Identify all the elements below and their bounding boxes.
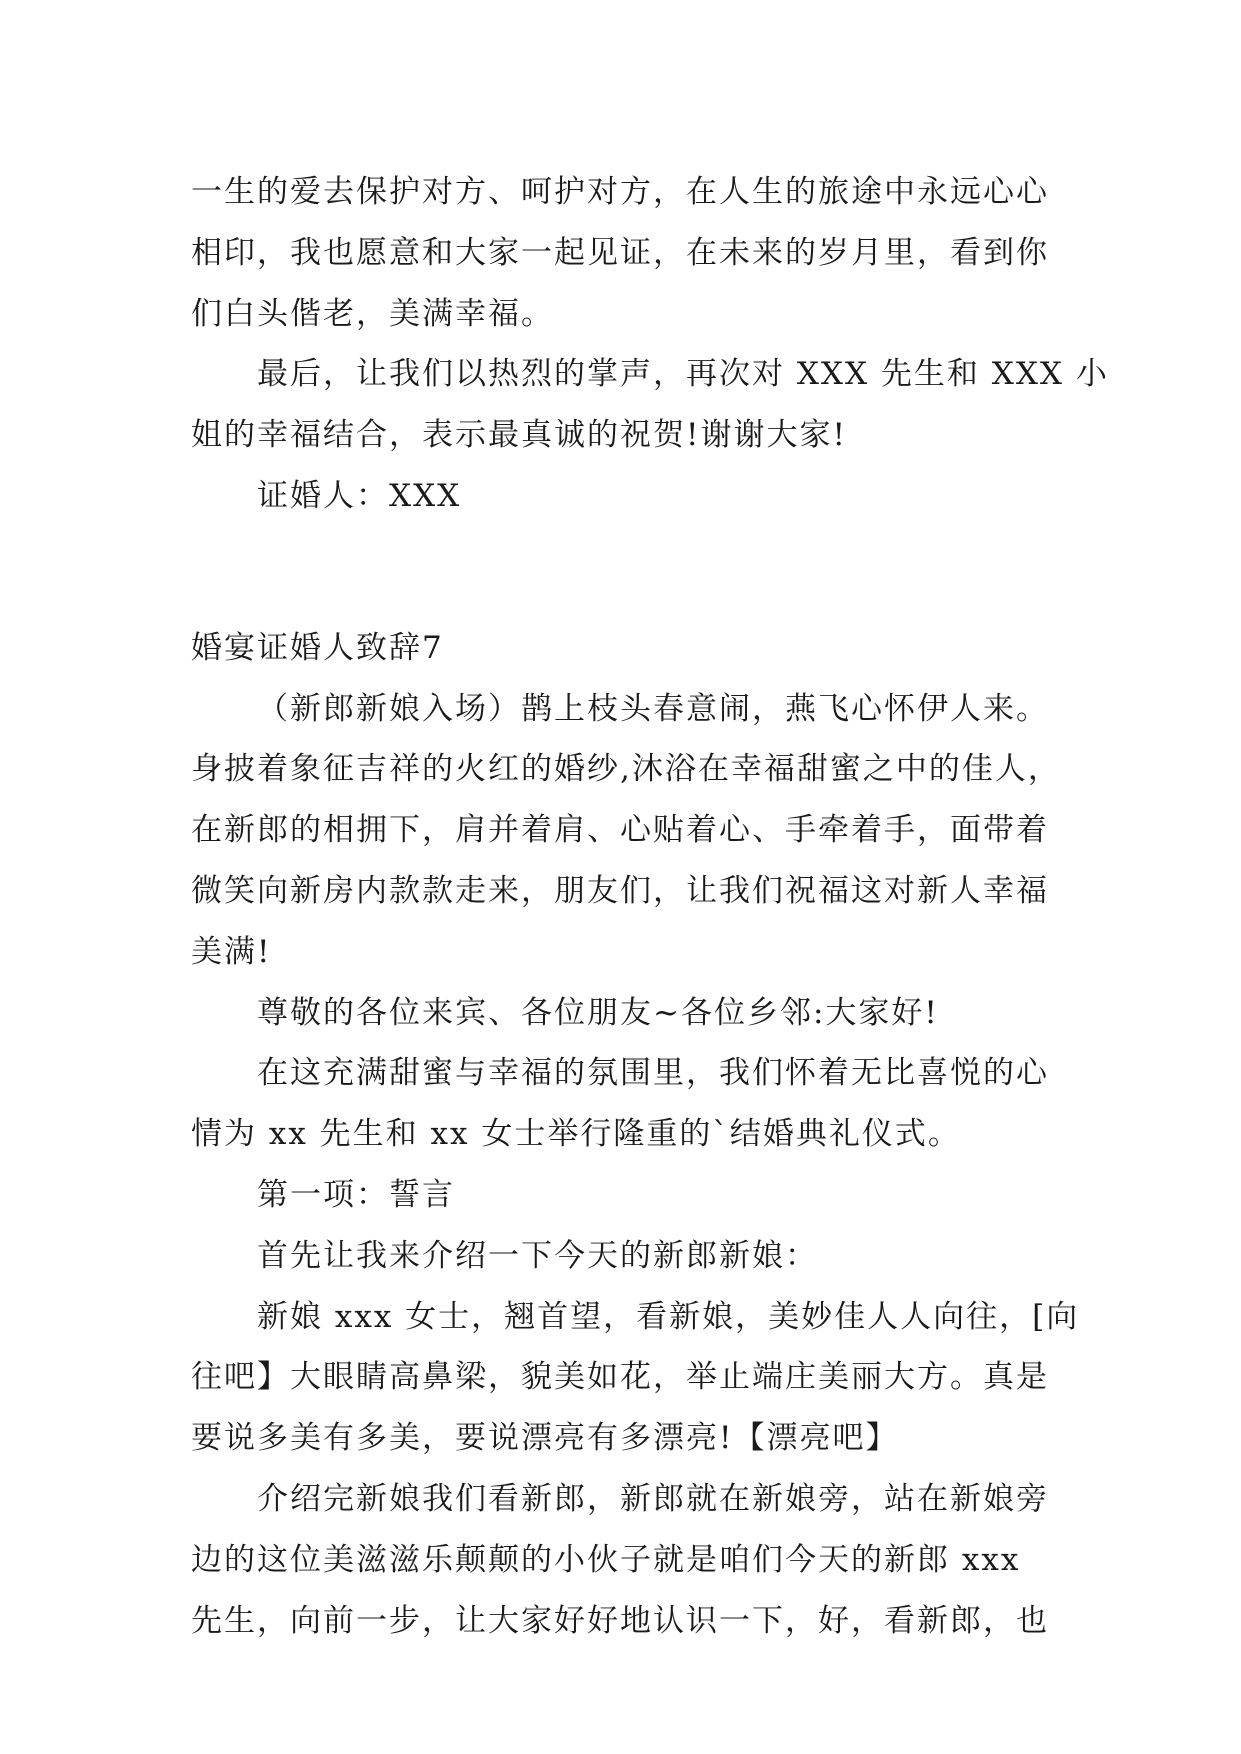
text-line: 微笑向新房内款款走来，朋友们，让我们祝福这对新人幸福 bbox=[191, 872, 1049, 909]
text-line: 先生，向前一步，让大家好好地认识一下，好，看新郎，也 bbox=[191, 1602, 1049, 1639]
text-line: 边的这位美滋滋乐颠颠的小伙子就是咱们今天的新郎 xxx bbox=[191, 1541, 1021, 1578]
text-line: 们白头偕老，美满幸福。 bbox=[191, 295, 554, 332]
text-line: 相印，我也愿意和大家一起见证，在未来的岁月里，看到你 bbox=[191, 234, 1049, 271]
text-line: 要说多美有多美，要说漂亮有多漂亮!【漂亮吧】 bbox=[191, 1420, 899, 1457]
text-line: 在这充满甜蜜与幸福的氛围里，我们怀着无比喜悦的心 bbox=[257, 1055, 1049, 1092]
section-spacer bbox=[191, 527, 1071, 618]
text-line: 第一项：誓言 bbox=[257, 1176, 455, 1213]
text-line: 在新郎的相拥下，肩并着肩、心贴着心、手牵着手，面带着 bbox=[191, 812, 1049, 849]
text-line: 介绍完新娘我们看新郎，新郎就在新娘旁，站在新娘旁 bbox=[257, 1480, 1049, 1517]
text-line: 往吧】大眼睛高鼻梁，貌美如花，举止端庄美丽大方。真是 bbox=[191, 1359, 1049, 1396]
text-line: 身披着象征吉祥的火红的婚纱,沐浴在幸福甜蜜之中的佳人， bbox=[191, 751, 1061, 788]
document-body bbox=[191, 162, 1109, 1651]
text-line: 美满! bbox=[191, 933, 272, 970]
text-line: 最后，让我们以热烈的掌声，再次对 XXX 先生和 XXX 小 bbox=[257, 356, 1109, 393]
text-line: 一生的爱去保护对方、呵护对方，在人生的旅途中永远心心 bbox=[191, 174, 1049, 210]
text-line: 首先让我来介绍一下今天的新郎新娘： bbox=[257, 1237, 818, 1274]
section-heading: 婚宴证婚人致辞7 bbox=[191, 629, 444, 666]
text-line: 情为 xx 先生和 xx 女士举行隆重的`结婚典礼仪式。 bbox=[191, 1116, 961, 1153]
text-line: （新郎新娘入场）鹊上枝头春意闹，燕飞心怀伊人来。 bbox=[257, 690, 1049, 727]
text-line: 姐的幸福结合，表示最真诚的祝贺!谢谢大家! bbox=[191, 417, 847, 454]
text-line: 尊敬的各位来宾、各位朋友~各位乡邻:大家好! bbox=[257, 994, 939, 1031]
signature-line: 证婚人：XXX bbox=[257, 477, 462, 514]
text-line: 新娘 xxx 女士，翘首望，看新娘，美妙佳人人向往，[向 bbox=[257, 1298, 1080, 1335]
